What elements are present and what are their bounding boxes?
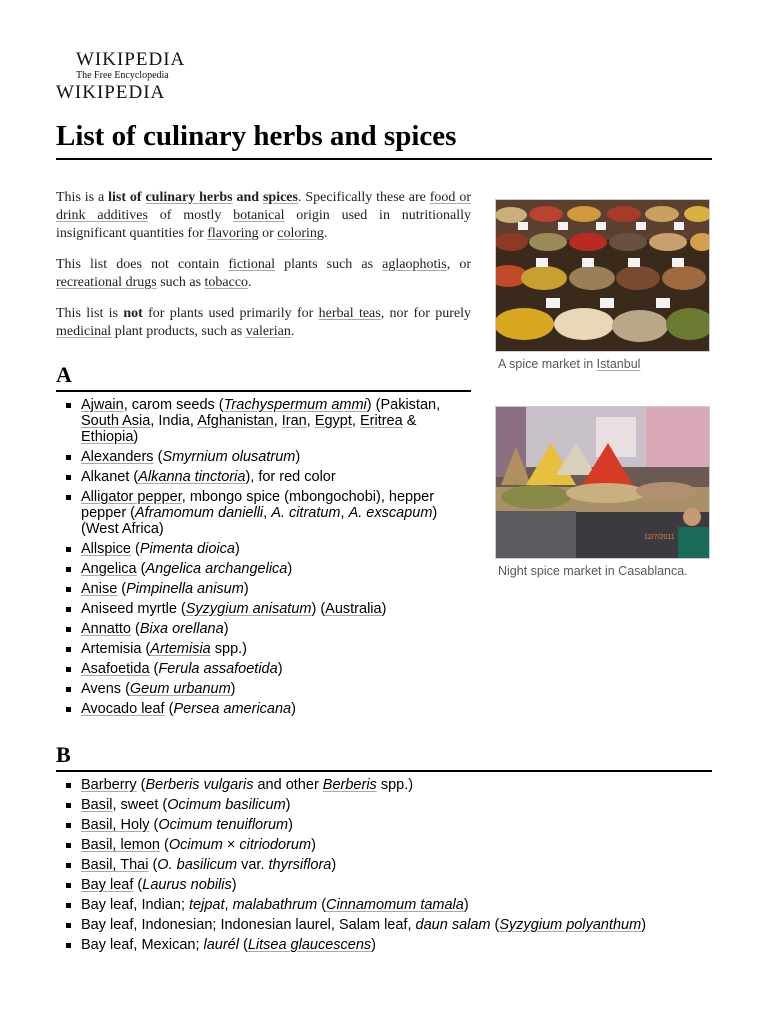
item-name: Bay leaf, Indian; [81, 897, 190, 913]
text: ) ( [311, 601, 326, 617]
link-annatto[interactable]: Annatto [81, 621, 131, 637]
link-flavoring[interactable]: flavoring [207, 226, 259, 241]
item-name: Bay leaf, Mexican; [81, 937, 204, 953]
link-syzygium-polyanthum[interactable]: Syzygium polyanthum [499, 917, 642, 933]
sci-name: Pimpinella anisum [126, 581, 244, 597]
link-barberry[interactable]: Barberry [81, 777, 137, 793]
wikipedia-logo[interactable] [56, 50, 196, 103]
link-bay-leaf[interactable]: Bay leaf [81, 877, 134, 893]
item-name: Artemisia [81, 641, 142, 657]
spice-market-casablanca-image[interactable] [495, 406, 710, 559]
text: plant products, such as [111, 324, 246, 339]
text: ) [243, 581, 249, 597]
link-basil[interactable]: Basil [81, 797, 113, 813]
link-sci-name[interactable]: Geum urbanum [129, 681, 231, 697]
sci-name: citriodorum [239, 837, 312, 853]
list-item [56, 857, 712, 873]
link-basil-holy[interactable]: Basil, Holy [81, 817, 150, 833]
link-allspice[interactable]: Allspice [81, 541, 131, 557]
item-name: Aniseed myrtle [81, 601, 177, 617]
link-avocado-leaf[interactable]: Avocado leaf [81, 701, 165, 717]
link-valerian[interactable]: valerian [245, 324, 291, 339]
list-item [56, 561, 471, 577]
logo-wordmark-large: WIKIPEDIA [56, 82, 166, 103]
list-item [56, 701, 471, 717]
link-ajwain[interactable]: Ajwain [81, 397, 124, 413]
text: ) [291, 701, 296, 717]
text: ) [311, 837, 316, 853]
item-name: Bay leaf, Indonesian; Indonesian laurel, Salam leaf, [81, 917, 416, 933]
sci-name: Angelica archangelica [145, 561, 288, 577]
sci-name: Berberis vulgaris [145, 777, 254, 793]
link-alexanders[interactable]: Alexanders [81, 449, 154, 465]
text: ) [234, 541, 240, 557]
list-item [56, 489, 471, 537]
text: and [232, 190, 263, 205]
link-fictional[interactable]: fictional [228, 257, 275, 272]
list-item [56, 681, 471, 697]
text: ) [231, 877, 237, 893]
figure-istanbul [495, 199, 710, 372]
list-item [56, 581, 471, 597]
text: ) [285, 797, 291, 813]
link-culinary-herbs[interactable]: culinary herbs [145, 190, 233, 205]
sci-name: tejpat [189, 897, 225, 913]
text: ) [230, 681, 236, 697]
link-anise[interactable]: Anise [81, 581, 118, 597]
text: ) [223, 621, 229, 637]
bold-not: not [123, 306, 143, 321]
text: such as [156, 275, 205, 290]
logo-wordmark: WIKIPEDIA [76, 49, 186, 70]
list-item [56, 777, 712, 793]
text: . [248, 275, 252, 290]
text: , [273, 413, 282, 429]
caption-text: A spice market in [498, 357, 597, 371]
intro-paragraph-3 [56, 305, 471, 341]
text: ( [176, 601, 186, 617]
text: ) [381, 601, 387, 617]
list-section-a [56, 397, 471, 721]
sci-name: Ocimum basilicum [167, 797, 286, 813]
link-berberis[interactable]: Berberis [322, 777, 377, 793]
text: ( [130, 541, 140, 557]
text: This list is [56, 306, 124, 321]
text: , [351, 413, 360, 429]
text: ( [153, 449, 163, 465]
link-sci-name[interactable]: Syzygium anisatum [185, 601, 312, 617]
list-item [56, 797, 712, 813]
text: , or [446, 257, 471, 272]
text: ) (West Africa) [81, 505, 438, 537]
text: ( [141, 641, 151, 657]
sci-name: laurél [203, 937, 239, 953]
list-item [56, 469, 471, 485]
text: spp.) [210, 641, 247, 657]
text: ) [133, 429, 139, 445]
link-afghanistan[interactable]: Afghanistan [197, 413, 274, 429]
sci-name: A. exscapum [348, 505, 433, 521]
text: This list does not contain [56, 257, 229, 272]
text: ) [295, 449, 301, 465]
link-recreational-drugs[interactable]: recreational drugs [56, 275, 157, 290]
sci-name: Bixa orellana [139, 621, 224, 637]
list-item [56, 837, 712, 853]
list-item [56, 877, 712, 893]
link-sci-name[interactable]: Trachyspermum ammi [223, 397, 367, 413]
text: , India, [150, 413, 198, 429]
page-title: List of culinary herbs and spices [56, 118, 712, 160]
text: var. [237, 857, 269, 873]
text: spp.) [376, 777, 414, 793]
text: , [340, 505, 349, 521]
sci-name: Smyrnium olusatrum [162, 449, 296, 465]
intro-text [56, 189, 471, 354]
text: ) [287, 561, 293, 577]
list-item [56, 937, 712, 953]
text: list of [108, 190, 146, 205]
link-alligator-pepper[interactable]: Alligator pepper [81, 489, 182, 505]
sci-name: Laurus nobilis [142, 877, 232, 893]
text: ( [136, 561, 146, 577]
text: . [290, 324, 295, 339]
list-item [56, 601, 471, 617]
link-aglaophotis[interactable]: aglaophotis [382, 257, 447, 272]
sci-name: Pimenta dioica [139, 541, 235, 557]
logo-tagline: The Free Encyclopedia [76, 70, 169, 81]
figure-casablanca [495, 406, 710, 579]
text: ) (Pakistan, [366, 397, 441, 413]
text: ) [371, 937, 376, 953]
link-ethiopia[interactable]: Ethiopia [81, 429, 134, 445]
text: ( [136, 777, 146, 793]
text: , [224, 897, 233, 913]
item-name: Avens [81, 681, 122, 697]
text: of mostly [147, 208, 234, 223]
sci-name: Aframomum danielli [135, 505, 264, 521]
link-litsea-glaucescens[interactable]: Litsea glaucescens [247, 937, 372, 953]
sci-name: A. citratum [271, 505, 341, 521]
intro-paragraph-2 [56, 256, 471, 292]
text: ( [121, 681, 130, 697]
text: ( [317, 897, 327, 913]
text: and other [253, 777, 323, 793]
text: , [263, 505, 272, 521]
sci-name: daun salam [415, 917, 491, 933]
figure-caption: Night spice market in Casablanca. [498, 564, 688, 578]
text: for plants used primarily for [142, 306, 319, 321]
link-cinnamomum-tamala[interactable]: Cinnamomum tamala [326, 897, 464, 913]
text: & [402, 413, 417, 429]
link-botanical[interactable]: botanical [233, 208, 285, 223]
link-coloring[interactable]: coloring [277, 226, 324, 241]
text: , mbongo spice (mbongochobi), hepper pepper ( [81, 489, 435, 521]
text: ( [490, 917, 500, 933]
sci-name: O. basilicum [157, 857, 238, 873]
link-iran[interactable]: Iran [281, 413, 307, 429]
text: ), for red color [245, 469, 336, 485]
item-name: Alkanet [81, 469, 130, 485]
link-tobacco[interactable]: tobacco [204, 275, 249, 290]
text: ( [117, 581, 127, 597]
section-heading-a: A [56, 362, 471, 392]
link-asafoetida[interactable]: Asafoetida [81, 661, 150, 677]
text: × [222, 837, 240, 853]
link-sci-name[interactable]: Alkanna tinctoria [138, 469, 246, 485]
text: ( [238, 937, 248, 953]
text: ) [277, 661, 283, 677]
text: or [258, 226, 278, 241]
text: , nor for purely [380, 306, 471, 321]
list-item [56, 449, 471, 465]
link-sci-name[interactable]: Artemisia [150, 641, 211, 657]
sci-name: Ocimum [168, 837, 223, 853]
sci-name: Ferula assafoetida [158, 661, 278, 677]
text: ( [159, 837, 169, 853]
text: ) [288, 817, 293, 833]
text: ( [164, 701, 174, 717]
bold-text [108, 190, 298, 205]
link-food-additives[interactable]: food or drink additives [56, 190, 471, 223]
list-item [56, 397, 471, 445]
link-istanbul[interactable]: Istanbul [596, 357, 641, 371]
link-south-asia[interactable]: South Asia [81, 413, 151, 429]
text: ) [463, 897, 469, 913]
text: ) [331, 857, 337, 873]
list-item [56, 817, 712, 833]
intro-paragraph-1 [56, 189, 471, 243]
link-egypt[interactable]: Egypt [314, 413, 352, 429]
text: ( [133, 877, 143, 893]
text: , [306, 413, 315, 429]
list-item [56, 541, 471, 557]
text: ( [129, 469, 139, 485]
text: ( [131, 621, 140, 637]
text: ( [148, 857, 158, 873]
link-herbal-teas[interactable]: herbal teas [318, 306, 381, 321]
link-australia[interactable]: Australia [325, 601, 382, 617]
text: origin used in nutritionally insignificant quantities for [56, 208, 471, 241]
list-item [56, 917, 712, 933]
text: ( [149, 817, 159, 833]
text: . [323, 226, 328, 241]
link-basil-thai[interactable]: Basil, Thai [81, 857, 149, 873]
list-section-b [56, 777, 712, 957]
text: This is a [56, 190, 109, 205]
link-medicinal[interactable]: medicinal [56, 324, 112, 339]
section-heading-b: B [56, 742, 712, 772]
text: ( [149, 661, 159, 677]
figure-caption [498, 357, 710, 372]
sci-name: thyrsiflora [268, 857, 332, 873]
photo-timestamp: 12/7/2011 [644, 534, 675, 541]
text: , sweet ( [112, 797, 168, 813]
sci-name: Persea americana [173, 701, 292, 717]
text: , carom seeds ( [123, 397, 224, 413]
list-item [56, 641, 471, 657]
text: plants such as [274, 257, 383, 272]
list-item [56, 897, 712, 913]
link-basil-lemon[interactable]: Basil, lemon [81, 837, 160, 853]
text: ) [641, 917, 647, 933]
sci-name: malabathrum [232, 897, 318, 913]
list-item [56, 661, 471, 677]
link-spices[interactable]: spices [262, 190, 298, 205]
sci-name: Ocimum tenuiflorum [158, 817, 289, 833]
list-item [56, 621, 471, 637]
link-eritrea[interactable]: Eritrea [359, 413, 403, 429]
text: . Specifically these are [297, 190, 430, 205]
link-angelica[interactable]: Angelica [81, 561, 137, 577]
spice-market-istanbul-image[interactable] [495, 199, 710, 352]
